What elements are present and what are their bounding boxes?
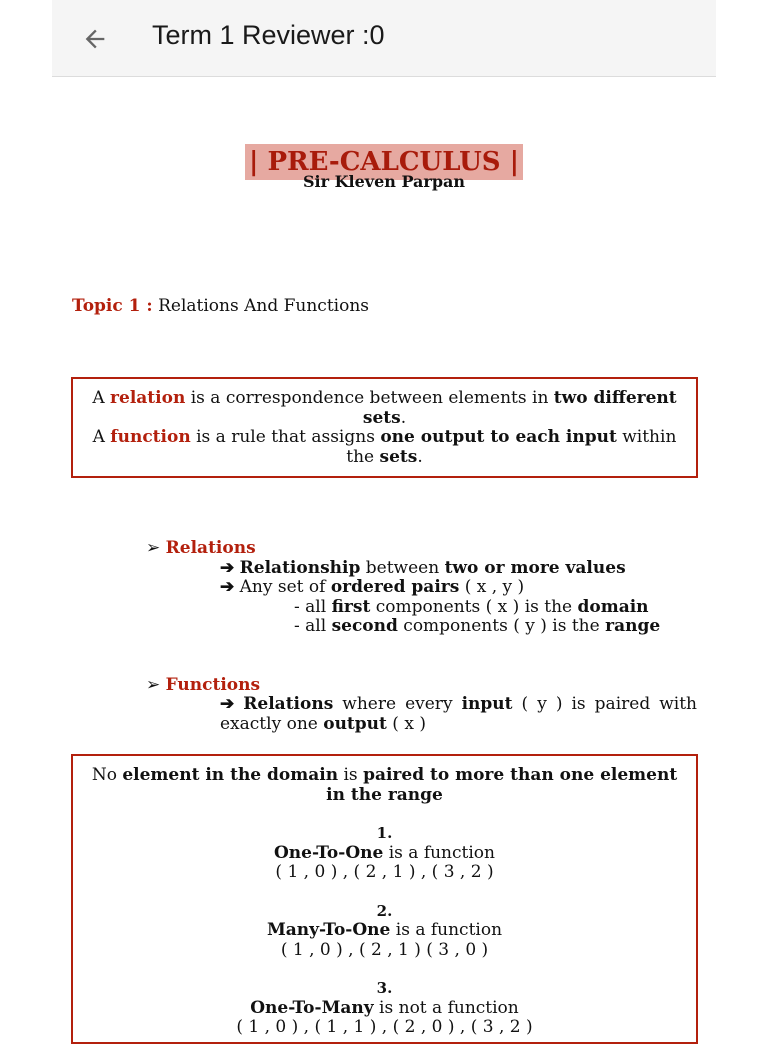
relations-heading [146, 539, 706, 559]
list-subitem [146, 598, 706, 618]
bullet-icon: ➢ [146, 675, 161, 695]
functions-heading [146, 676, 260, 696]
text-run: components ( x ) is the [370, 596, 578, 617]
text-run: A [92, 388, 111, 408]
text-run: within the [346, 427, 677, 467]
document-header [0, 144, 768, 190]
relation-definition [87, 389, 682, 428]
rule-intro [87, 766, 682, 805]
text-run: between [360, 557, 445, 578]
text-run: first [331, 596, 371, 617]
relation-term: relation [110, 388, 186, 408]
text-run: components ( y ) is the [397, 616, 606, 636]
app-bar [52, 0, 716, 77]
example-item [87, 979, 682, 1038]
example-item [87, 902, 682, 961]
text-run: - all [294, 616, 332, 636]
text-run: where every [333, 694, 462, 714]
text-run: ( x ) [386, 713, 426, 734]
example-number: 1. [376, 824, 393, 842]
example-verdict: is not a function [373, 997, 519, 1018]
definition-box [71, 377, 698, 478]
text-run: element in the domain [122, 765, 339, 785]
arrow-icon: ➔ [220, 577, 235, 597]
text-run: second [331, 616, 398, 636]
text-run: . [400, 407, 407, 428]
bullet-icon: ➢ [146, 538, 161, 558]
example-verdict: is a function [390, 920, 503, 940]
text-run: range [605, 616, 661, 636]
text-run: ( y ) is paired with exactly one [220, 694, 697, 734]
text-run: No [91, 765, 123, 785]
relations-section [146, 539, 706, 637]
example-item [87, 824, 682, 883]
text-run: is [338, 765, 364, 785]
text-run: . [417, 446, 423, 467]
section-title: Relations [165, 538, 256, 558]
text-run: output [323, 713, 387, 734]
text-run: A [92, 427, 111, 447]
function-term: function [110, 427, 191, 447]
author-name: Sir Kleven Parpan [302, 172, 466, 191]
text-run: ( x , y ) [459, 577, 525, 597]
text-run: paired to more than one element in the range [326, 765, 678, 805]
arrow-icon: ➔ [220, 694, 235, 714]
list-item [146, 578, 706, 598]
list-item [220, 695, 697, 734]
page-title: | PRE-CALCULUS | [245, 144, 523, 180]
list-item [146, 559, 706, 579]
example-name: One-To-Many [250, 997, 374, 1018]
function-definition [87, 428, 682, 467]
app-bar-title: Term 1 Reviewer :0 [152, 20, 385, 50]
text-run: two different sets [362, 388, 677, 428]
example-number: 2. [376, 901, 393, 920]
text-run: is a correspondence between elements in [185, 388, 554, 408]
text-run: - all [294, 596, 332, 617]
text-run: Relationship [239, 557, 361, 578]
text-run: domain [577, 596, 649, 617]
text-run: two or more values [444, 557, 626, 578]
text-run: Relations [243, 694, 334, 714]
back-button[interactable] [78, 22, 112, 56]
text-run: input [461, 694, 513, 714]
list-subitem [146, 617, 706, 637]
text-run: ordered pairs [330, 577, 460, 597]
arrow-icon: ➔ [220, 557, 235, 578]
example-verdict: is a function [383, 842, 495, 863]
text-run: Any set of [239, 577, 331, 597]
topic-text: Relations And Functions [158, 296, 370, 316]
text-run: one output to each input [380, 427, 617, 447]
example-pairs: ( 1 , 0 ) , ( 1 , 1 ) , ( 2 , 0 ) , ( 3 , 2 ) [236, 1017, 533, 1037]
example-pairs: ( 1 , 0 ) , ( 2 , 1 ) , ( 3 , 2 ) [275, 862, 494, 882]
example-name: One-To-One [274, 842, 384, 863]
topic-heading [72, 296, 369, 316]
text-run: sets [379, 446, 418, 467]
example-pairs: ( 1 , 0 ) , ( 2 , 1 ) ( 3 , 0 ) [280, 939, 489, 960]
example-number: 3. [376, 979, 393, 997]
section-title: Functions [165, 675, 261, 695]
topic-label: Topic 1 : [72, 296, 153, 316]
rule-box [71, 754, 698, 1044]
example-name: Many-To-One [266, 920, 391, 940]
text-run: is a rule that assigns [190, 427, 381, 447]
arrow-left-icon [81, 25, 109, 53]
